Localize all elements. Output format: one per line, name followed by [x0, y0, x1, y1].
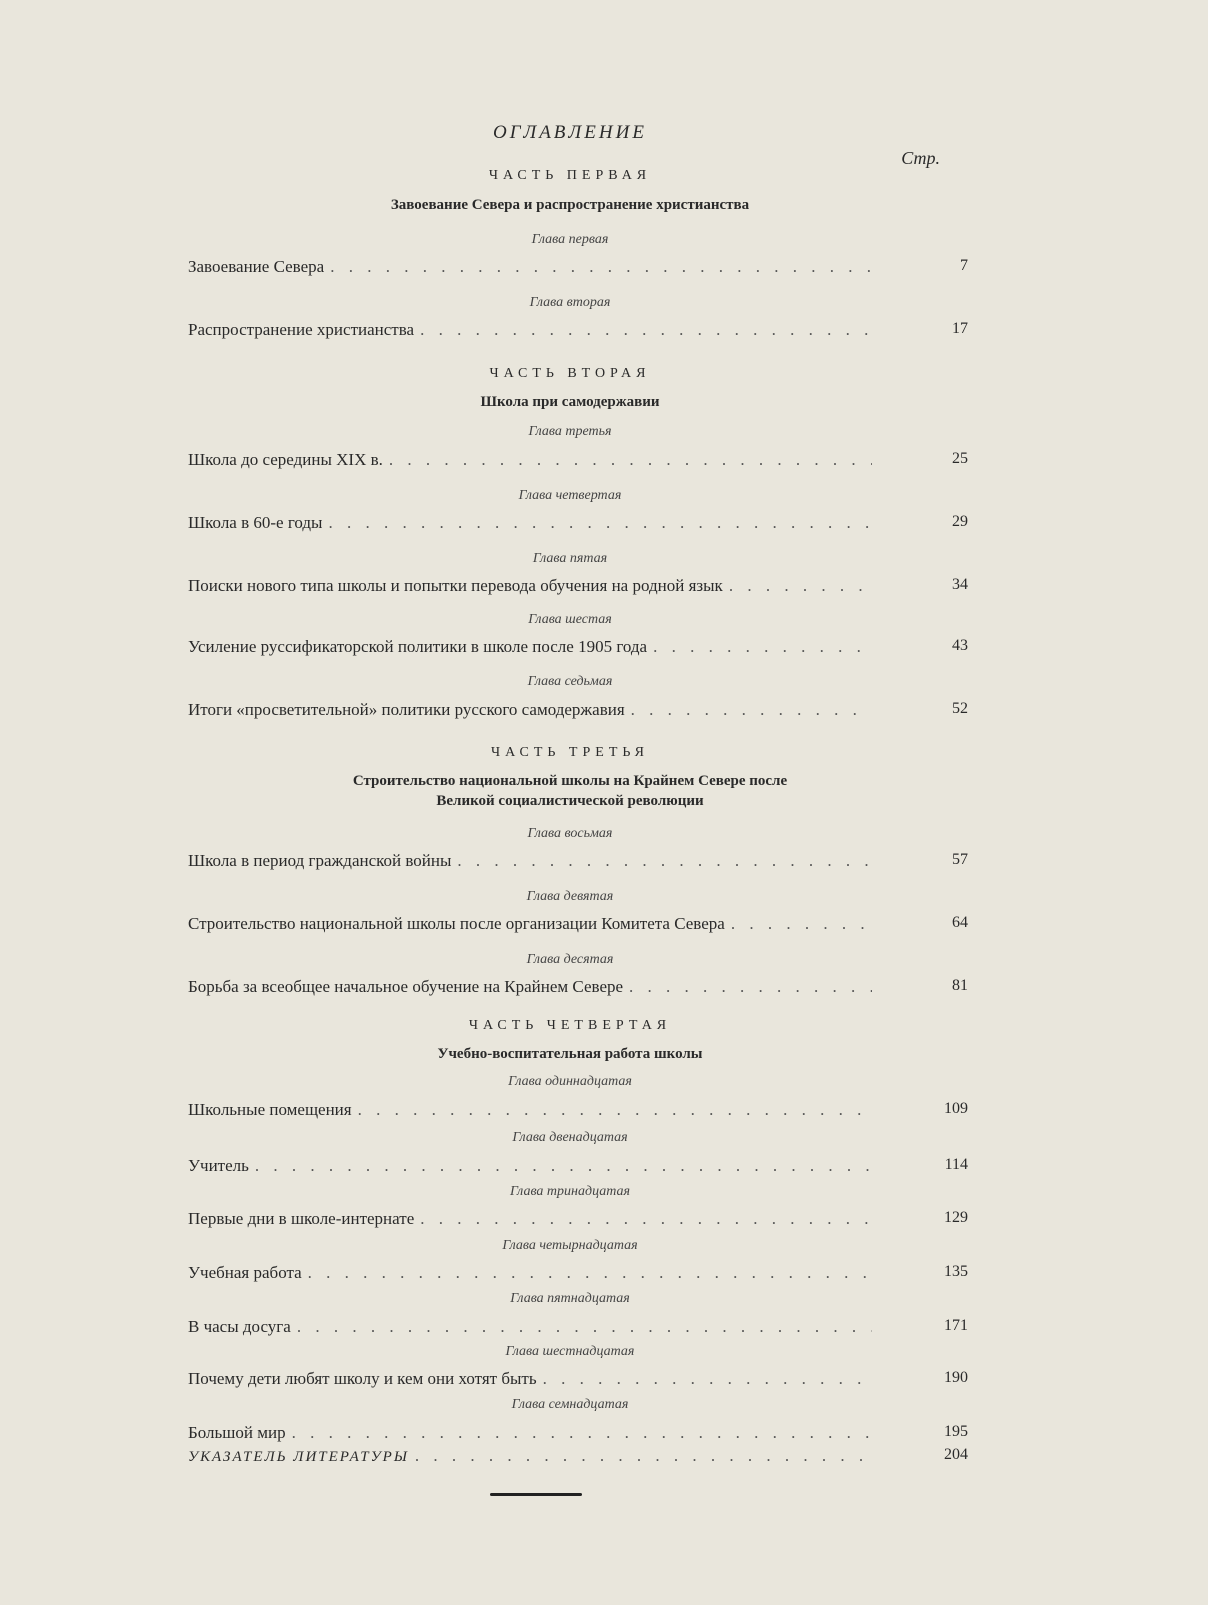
chapter-label: Глава двенадцатая	[512, 1130, 628, 1145]
toc-entry-title: Школа до середины XIX в.	[188, 450, 383, 469]
toc-entry-page: 7	[960, 257, 968, 274]
toc-entry-title: Школа в период гражданской войны	[188, 851, 452, 870]
dot-leader	[328, 513, 872, 533]
toc-entry[interactable]	[188, 257, 968, 277]
dot-leader	[457, 851, 872, 871]
toc-entry-title: УКАЗАТЕЛЬ ЛИТЕРАТУРЫ	[188, 1449, 409, 1465]
chapter-label: Глава семнадцатая	[511, 1397, 629, 1412]
toc-entry-title: Школа в 60-е годы	[188, 513, 323, 532]
dot-leader	[653, 637, 872, 657]
dot-leader	[389, 450, 872, 470]
chapter-label: Глава третья	[528, 424, 612, 439]
part-label: ЧАСТЬ ЧЕТВЕРТАЯ	[468, 1018, 672, 1033]
toc-entry-page: 43	[952, 637, 968, 654]
toc-entry-page: 57	[952, 851, 968, 868]
toc-entry-page: 34	[952, 576, 968, 593]
dot-leader	[729, 576, 872, 596]
toc-entry-page: 17	[952, 320, 968, 337]
part-label: ЧАСТЬ ВТОРАЯ	[489, 366, 651, 381]
chapter-label: Глава десятая	[526, 952, 614, 967]
part-title-line-1: Строительство национальной школы на Крайнем Севере после	[352, 773, 788, 789]
chapter-label: Глава пятая	[532, 551, 608, 566]
chapter-label: Глава девятая	[526, 889, 614, 904]
dot-leader	[631, 700, 872, 720]
toc-entry-page: 195	[944, 1423, 968, 1440]
dot-leader	[731, 914, 872, 934]
toc-entry-page: 25	[952, 450, 968, 467]
toc-entry-title: Большой мир	[188, 1423, 286, 1442]
toc-entry-page: 129	[944, 1209, 968, 1226]
toc-entry-page: 114	[944, 1156, 968, 1173]
dot-leader	[420, 1209, 872, 1229]
toc-entry[interactable]	[188, 450, 968, 470]
closing-rule	[490, 1493, 582, 1496]
toc-entry[interactable]	[188, 914, 968, 934]
toc-entry-page: 29	[952, 513, 968, 530]
toc-entry-page: 109	[944, 1100, 968, 1117]
part-title: Завоевание Севера и распространение христианства	[390, 197, 750, 213]
chapter-label: Глава четвертая	[518, 488, 622, 503]
dot-leader	[308, 1263, 872, 1283]
toc-entry-title: Поиски нового типа школы и попытки перевода обучения на родной язык	[188, 576, 723, 595]
dot-leader	[255, 1156, 872, 1176]
toc-entry-title: Строительство национальной школы после организации Комитета Севера	[188, 914, 725, 933]
toc-entry[interactable]	[188, 1100, 968, 1120]
part-title: Школа при самодержавии	[480, 394, 660, 410]
toc-entry[interactable]	[188, 700, 968, 720]
toc-entry-title: Учитель	[188, 1156, 249, 1175]
toc-entry[interactable]	[188, 1209, 968, 1229]
chapter-label: Глава первая	[531, 232, 609, 247]
toc-entry-title: Школьные помещения	[188, 1100, 352, 1119]
dot-leader	[543, 1369, 872, 1389]
chapter-label: Глава шестнадцатая	[505, 1344, 635, 1359]
toc-entry[interactable]	[188, 1263, 968, 1283]
chapter-label: Глава одиннадцатая	[508, 1074, 632, 1089]
chapter-label: Глава тринадцатая	[509, 1184, 631, 1199]
toc-entry-page: 204	[944, 1446, 968, 1463]
chapter-label: Глава седьмая	[527, 674, 613, 689]
toc-entry-title: Завоевание Севера	[188, 257, 325, 276]
toc-entry-title: Усиление руссификаторской политики в школе после 1905 года	[188, 637, 648, 656]
chapter-label: Глава пятнадцатая	[510, 1291, 630, 1306]
chapter-label: Глава четырнадцатая	[502, 1238, 638, 1253]
chapter-label: Глава вторая	[529, 295, 611, 310]
toc-entry-title: Почему дети любят школу и кем они хотят быть	[188, 1369, 537, 1388]
dot-leader	[629, 977, 872, 997]
toc-entry-page: 171	[944, 1317, 968, 1334]
toc-entry-title: Борьба за всеобщее начальное обучение на Крайнем Севере	[188, 977, 624, 996]
toc-entry[interactable]	[188, 320, 968, 340]
toc-entry[interactable]	[188, 513, 968, 533]
page-title: ОГЛАВЛЕНИЕ	[493, 122, 647, 143]
toc-entry[interactable]	[188, 977, 968, 997]
part-label: ЧАСТЬ ПЕРВАЯ	[488, 168, 652, 183]
part-title: Учебно-воспитательная работа школы	[437, 1046, 703, 1062]
toc-entry[interactable]	[188, 1156, 968, 1176]
toc-entry-page: 135	[944, 1263, 968, 1280]
toc-entry[interactable]	[188, 1423, 968, 1443]
toc-entry-bibliography[interactable]	[188, 1446, 968, 1466]
toc-entry[interactable]	[188, 637, 968, 657]
toc-entry-title: Распространение христианства	[188, 320, 415, 339]
page-column-label: Стр.	[901, 148, 940, 168]
dot-leader	[358, 1100, 872, 1120]
dot-leader	[292, 1423, 872, 1443]
part-title-line-2: Великой социалистической революции	[436, 793, 704, 809]
toc-entry-title: В часы досуга	[188, 1317, 291, 1336]
toc-entry[interactable]	[188, 576, 968, 596]
chapter-label: Глава шестая	[528, 612, 612, 627]
dot-leader	[415, 1446, 872, 1466]
toc-entry[interactable]	[188, 1317, 968, 1337]
toc-entry-page: 52	[952, 700, 968, 717]
toc-entry[interactable]	[188, 1369, 968, 1389]
toc-entry[interactable]	[188, 851, 968, 871]
chapter-label: Глава восьмая	[527, 826, 613, 841]
toc-entry-title: Итоги «просветительной» политики русского самодержавия	[188, 700, 625, 719]
toc-entry-title: Первые дни в школе-интернате	[188, 1209, 415, 1228]
toc-entry-page: 190	[944, 1369, 968, 1386]
toc-entry-page: 64	[952, 914, 968, 931]
dot-leader	[420, 320, 872, 340]
part-label: ЧАСТЬ ТРЕТЬЯ	[490, 745, 649, 760]
dot-leader	[330, 257, 872, 277]
dot-leader	[297, 1317, 872, 1337]
toc-entry-title: Учебная работа	[188, 1263, 302, 1282]
toc-entry-page: 81	[952, 977, 968, 994]
